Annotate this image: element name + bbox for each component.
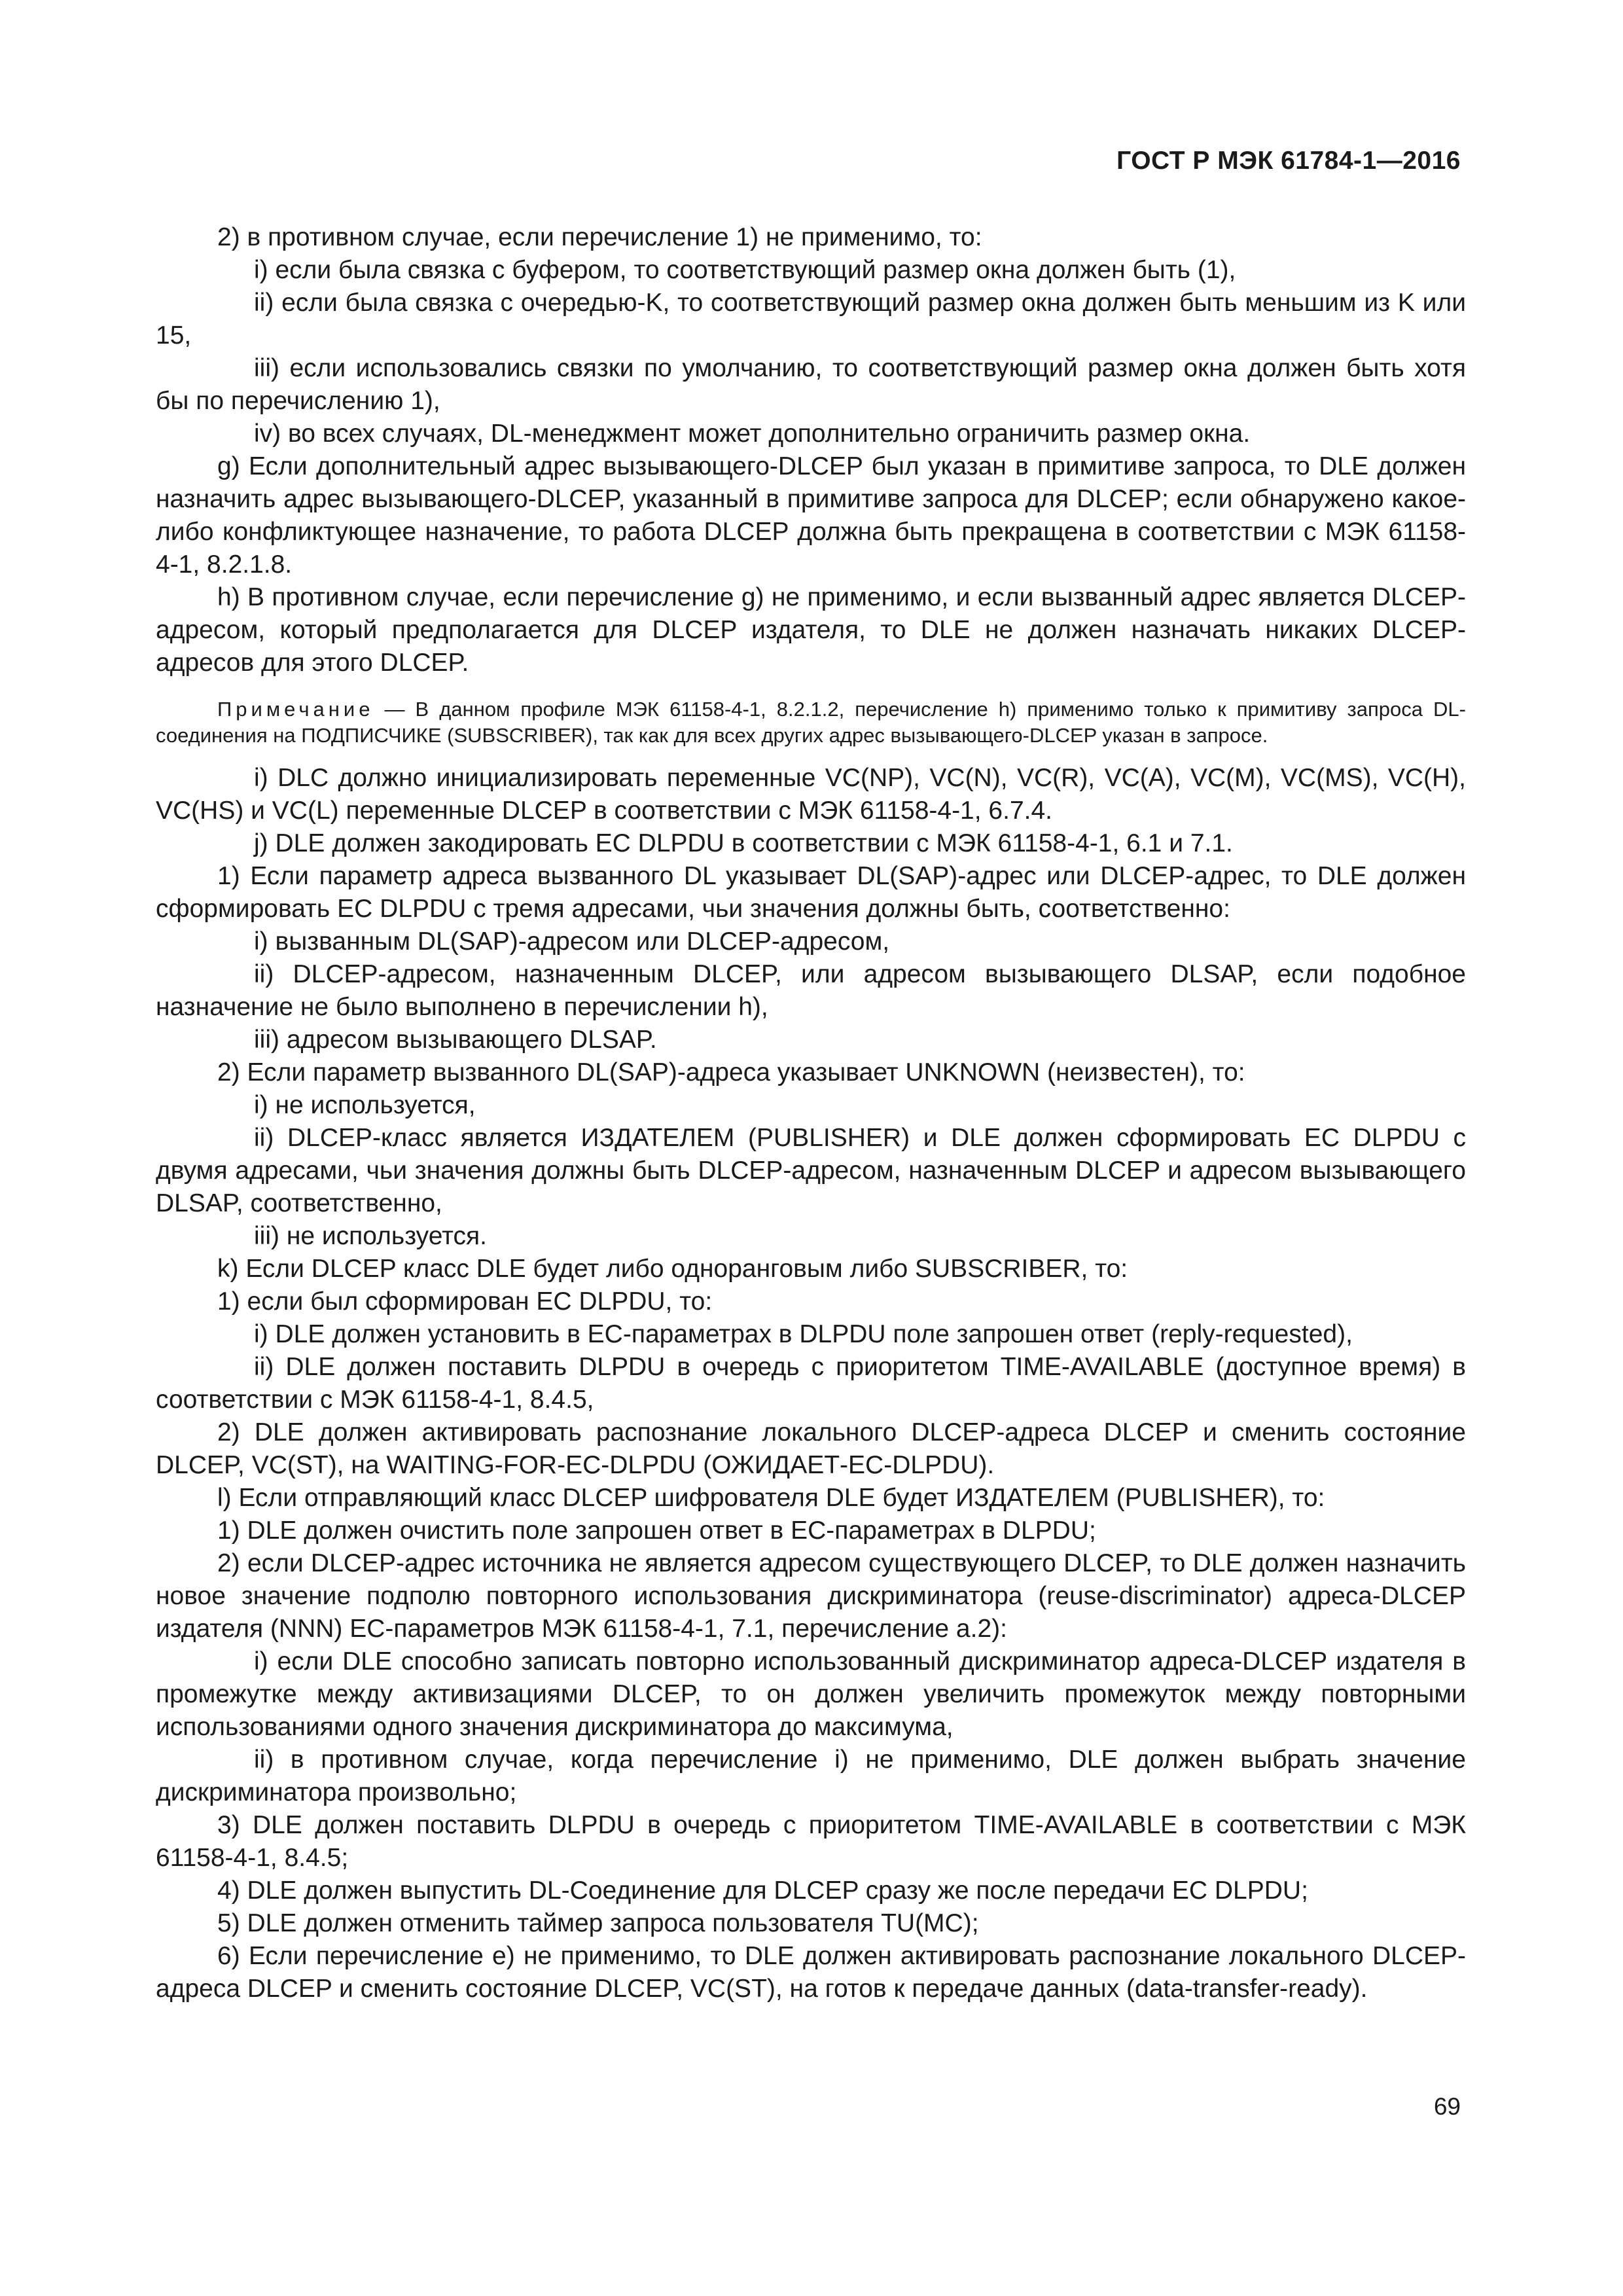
paragraph: iv) во всех случаях, DL-менеджмент может дополнительно ограничить размер окна.	[254, 420, 1251, 448]
paragraph-group-2	[156, 762, 1466, 2005]
note	[156, 696, 1466, 749]
paragraph: 2) DLE должен активировать распознание локального DLCEP-адреса DLCEP и сменить состояние DLCEP, VC(ST), на WAITING-FOR-EC-DLPDU (ОЖИДАЕТ-EC-DLPDU).	[156, 1418, 1466, 1479]
paragraph: 2) в противном случае, если перечисление 1) не применимо, то:	[217, 223, 982, 251]
paragraph: 1) Если параметр адреса вызванного DL указывает DL(SAP)-адрес или DLCEP-адрес, то DLE должен сформировать EC DLPDU с тремя адресами, чьи значения должны быть, соответственно:	[156, 862, 1466, 923]
page-body	[156, 221, 1466, 2005]
paragraph: 4) DLE должен выпустить DL-Соединение для DLCEP сразу же после передачи EC DLPDU;	[217, 1876, 1308, 1905]
paragraph: 2) если DLCEP-адрес источника не является адресом существующего DLCEP, то DLE должен назначить новое значение подполю повторного использования дискриминатора (reuse-discriminator) адреса-DLCEP издателя (NNN) EC-параметров МЭК 61158-4-1, 7.1, перечисление a.2):	[156, 1549, 1466, 1643]
paragraph: ii) если была связка с очередью-K, то соответствующий размер окна должен быть меньшим из K или 15,	[156, 289, 1466, 350]
paragraph: iii) адресом вызывающего DLSAP.	[254, 1026, 657, 1054]
paragraph: i) если была связка с буфером, то соответствующий размер окна должен быть (1),	[254, 256, 1236, 284]
page-number: 69	[1433, 2093, 1461, 2120]
paragraph: i) не используется,	[254, 1091, 476, 1119]
paragraph: 1) DLE должен очистить поле запрошен ответ в EC-параметрах в DLPDU;	[217, 1516, 1096, 1545]
document-header: ГОСТ Р МЭК 61784-1—2016	[1116, 147, 1461, 175]
note-label: Примечание	[217, 698, 374, 721]
paragraph: 3) DLE должен поставить DLPDU в очередь с приоритетом TIME-AVAILABLE в соответствии с МЭК 61158-4-1, 8.4.5;	[156, 1811, 1466, 1872]
paragraph: i) DLC должно инициализировать переменные VC(NP), VC(N), VC(R), VC(A), VC(M), VC(MS), VC(H), VC(HS) и VC(L) переменные DLCEP в соответствии с МЭК 61158-4-1, 6.7.4.	[156, 764, 1466, 825]
paragraph: 6) Если перечисление e) не применимо, то DLE должен активировать распознание локального DLCEP-адреса DLCEP и сменить состояние DLCEP, VC(ST), на готов к передаче данных (data-transfer-ready).	[156, 1942, 1466, 2003]
paragraph: h) В противном случае, если перечисление g) не применимо, и если вызванный адрес является DLCEP-адресом, который предполагается для DLCEP издателя, то DLE не должен назначать никаких DLCEP-адресов для этого DLCEP.	[156, 583, 1466, 677]
paragraph: l) Если отправляющий класс DLCEP шифрователя DLE будет ИЗДАТЕЛЕМ (PUBLISHER), то:	[217, 1484, 1325, 1512]
paragraph: iii) если использовались связки по умолчанию, то соответствующий размер окна должен быть хотя бы по перечислению 1),	[156, 354, 1466, 415]
note-text: — В данном профиле МЭК 61158-4-1, 8.2.1.2, перечисление h) применимо только к примитиву запроса DL-соединения на ПОДПИСЧИКЕ (SUBSCRIBER), так как для всех других адрес вызывающего-DLCEP указан в запросе.	[156, 698, 1466, 747]
paragraph: j) DLE должен закодировать EC DLPDU в соответствии с МЭК 61158-4-1, 6.1 и 7.1.	[254, 829, 1233, 857]
paragraph: 1) если был сформирован EC DLPDU, то:	[217, 1287, 713, 1316]
paragraph: iii) не используется.	[254, 1222, 487, 1250]
paragraph: ii) DLCEP-адресом, назначенным DLCEP, или адресом вызывающего DLSAP, если подобное назначение не было выполнено в перечислении h),	[156, 960, 1466, 1021]
paragraph: ii) DLCEP-класс является ИЗДАТЕЛЕМ (PUBLISHER) и DLE должен сформировать EC DLPDU с двумя адресами, чьи значения должны быть DLCEP-адресом, назначенным DLCEP и адресом вызывающего DLSAP, соответственно,	[156, 1124, 1466, 1217]
paragraph: ii) DLE должен поставить DLPDU в очередь с приоритетом TIME-AVAILABLE (доступное время) в соответствии с МЭК 61158-4-1, 8.4.5,	[156, 1353, 1466, 1414]
paragraph: 5) DLE должен отменить таймер запроса пользователя TU(MC);	[217, 1909, 979, 1937]
paragraph: 2) Если параметр вызванного DL(SAP)-адреса указывает UNKNOWN (неизвестен), то:	[217, 1058, 1245, 1086]
paragraph: k) Если DLCEP класс DLE будет либо одноранговым либо SUBSCRIBER, то:	[217, 1255, 1128, 1283]
paragraph: ii) в противном случае, когда перечисление i) не применимо, DLE должен выбрать значение дискриминатора произвольно;	[156, 1746, 1466, 1806]
paragraph: i) если DLE способно записать повторно использованный дискриминатор адреса-DLCEP издателя в промежутке между активизациями DLCEP, то он должен увеличить промежуток между повторными использованиями одного значения дискриминатора до максимума,	[156, 1647, 1466, 1741]
paragraph: g) Если дополнительный адрес вызывающего-DLCEP был указан в примитиве запроса, то DLE должен назначить адрес вызывающего-DLCEP, указанный в примитиве запроса для DLCEP; если обнаружено какое-либо конфликтующее назначение, то работа DLCEP должна быть прекращена в соответствии с МЭК 61158-4-1, 8.2.1.8.	[156, 452, 1466, 579]
paragraph-group-1	[156, 221, 1466, 679]
paragraph: i) вызванным DL(SAP)-адресом или DLCEP-адресом,	[254, 927, 890, 956]
paragraph: i) DLE должен установить в EC-параметрах в DLPDU поле запрошен ответ (reply-requested),	[254, 1320, 1353, 1348]
